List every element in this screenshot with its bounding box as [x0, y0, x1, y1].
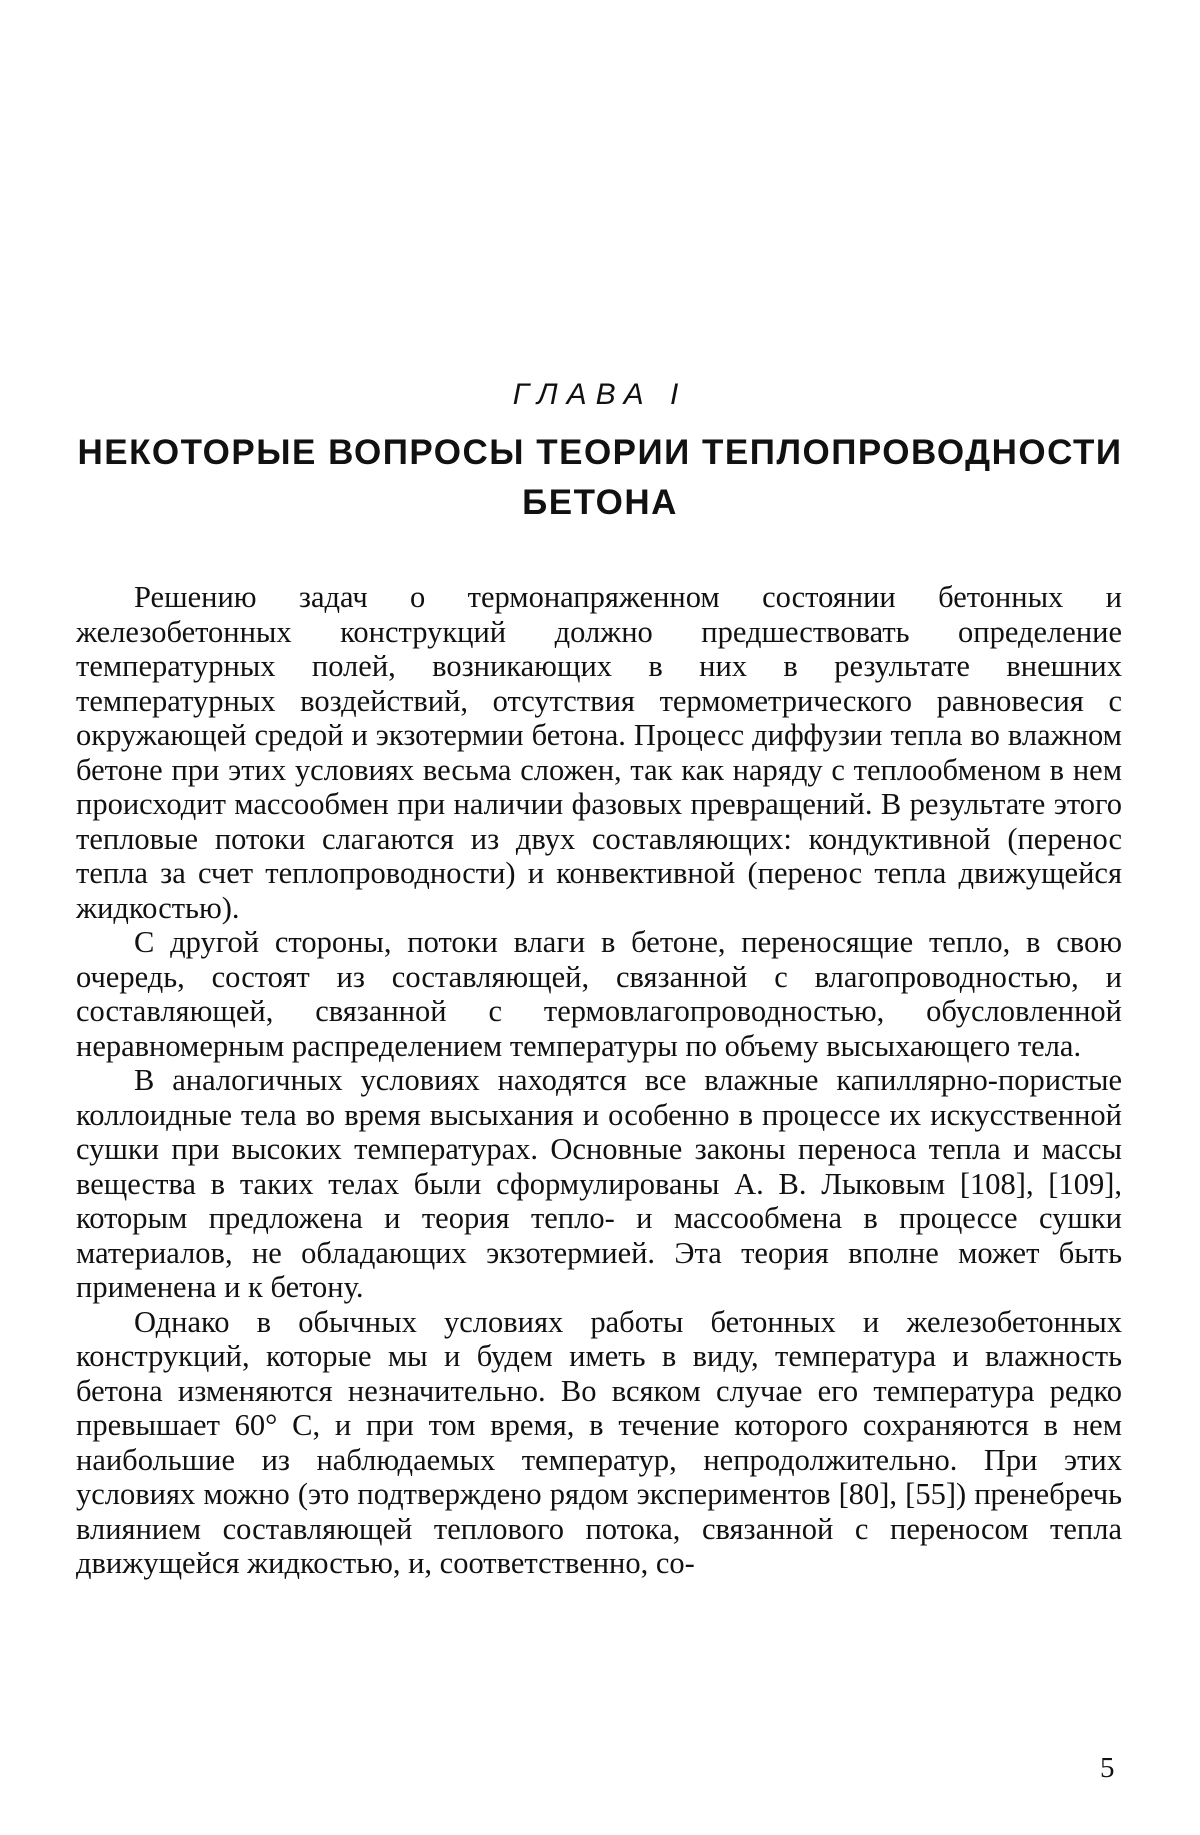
- paragraph-2: С другой стороны, потоки влаги в бетоне, переносящие тепло, в свою очередь, состоят из составляющей, связанной с влагопроводностью, и составляющей, связанной с термовлагопроводностью, обусловленной неравномерным распределением температуры по объему высыхающего тела.: [76, 925, 1122, 1063]
- paragraph-4: Однако в обычных условиях работы бетонных и железобетонных конструкций, которые мы и будем иметь в виду, температура и влажность бетона изменяются незначительно. Во всяком случае его температура редко превышает 60° С, и при том время, в течение которого сохраняются в нем наибольшие из наблюдаемых температур, непродолжительно. При этих условиях можно (это подтверждено рядом экспериментов [80], [55]) пренебречь влиянием составляющей теплового потока, связанной с переносом тепла движущейся жидкостью, и, соответственно, со-: [76, 1304, 1122, 1580]
- paragraph-1: Решению задач о термонапряженном состоянии бетонных и железобетонных конструкций должно предшествовать определение температурных полей, возникающих в них в результате внешних температурных воздействий, отсутствия термометрического равновесия с окружающей средой и экзотермии бетона. Процесс диффузии тепла во влажном бетоне при этих условиях весьма сложен, так как наряду с теплообменом в нем происходит массообмен при наличии фазовых превращений. В результате этого тепловые потоки слагаются из двух составляющих: кондуктивной (перенос тепла за счет теплопроводности) и конвективной (перенос тепла движущейся жидкостью).: [76, 580, 1122, 925]
- page-number: 5: [1100, 1752, 1115, 1784]
- paragraph-3: В аналогичных условиях находятся все влажные капиллярно-пористые коллоидные тела во время высыхания и особенно в процессе их искусственной сушки при высоких температурах. Основные законы переноса тепла и массы вещества в таких телах были сформулированы А. В. Лыковым [108], [109], которым предложена и теория тепло- и массообмена в процессе сушки материалов, не обладающих экзотермией. Эта теория вполне может быть применена и к бетону.: [76, 1063, 1122, 1304]
- chapter-title-line-2: БЕТОНА: [522, 483, 678, 522]
- chapter-label: ГЛАВА I: [512, 378, 688, 411]
- chapter-title: [70, 428, 1130, 528]
- chapter-title-line-1: НЕКОТОРЫЕ ВОПРОСЫ ТЕОРИИ ТЕПЛОПРОВОДНОСТИ: [77, 433, 1123, 472]
- body-text: [76, 580, 1122, 1581]
